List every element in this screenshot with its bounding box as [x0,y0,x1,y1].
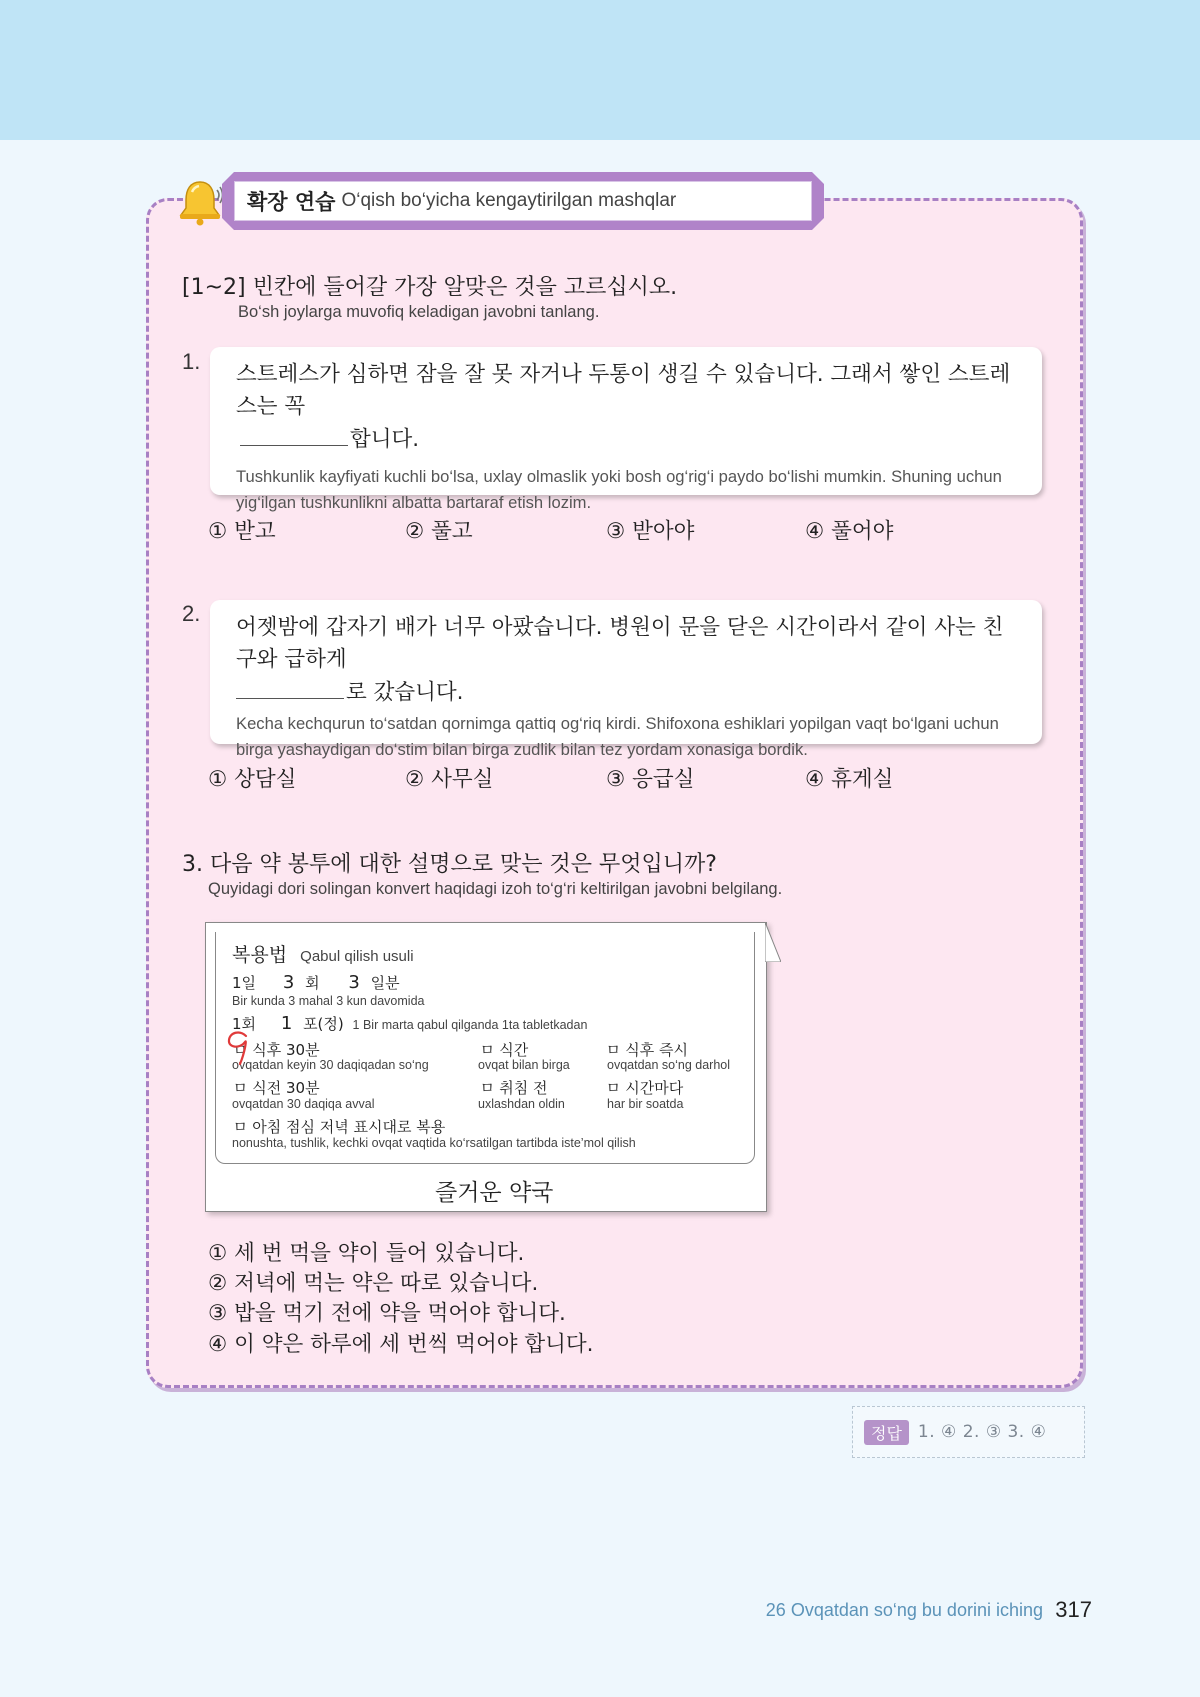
dose-unit: 포(정) [303,1015,344,1033]
q3-option-4[interactable]: ④ 이 약은 하루에 세 번씩 먹어야 합니다. [208,1332,594,1357]
pharmacy-name: 즐거운 약국 [435,1180,554,1206]
freq-times: 회 [305,974,320,992]
option-as-marked-uzbek: nonushta, tushlik, kechki ovqat vaqtida ko‘rsatilgan tartibda iste’mol qilish [232,1136,636,1150]
handwritten-check-mark [224,1028,260,1068]
page-number: 317 [1055,1597,1092,1622]
frequency-uzbek: Bir kunda 3 mahal 3 kun davomida [232,994,425,1008]
dose-once: 1회 [232,1015,257,1033]
q1-option-4[interactable]: ④ 풀어야 [805,519,894,544]
question-2-line1: 어젯밤에 갑자기 배가 너무 아팠습니다. 병원이 문을 닫은 시간이라서 같이 사는 친구와 급하게 [236,615,1004,672]
option-between-meals: ㅁ 식간 [480,1041,529,1059]
top-band [0,0,1200,140]
option-before-sleep-uzbek: uxlashdan oldin [478,1097,565,1111]
question-2-box [210,600,1042,759]
q2-option-4[interactable]: ④ 휴게실 [805,767,894,792]
option-right-after-meal: ㅁ 식후 즉시 [606,1041,688,1059]
option-before-sleep: ㅁ 취침 전 [480,1079,548,1097]
dose-uzbek: 1 Bir marta qabul qilganda 1ta tabletkadan [352,1018,588,1032]
question-3-korean: 3. 다음 약 봉투에 대한 설명으로 맞는 것은 무엇입니까? [182,852,717,877]
freq-days-num: 3 [348,972,360,993]
title-korean: 확장 연습 [247,190,336,214]
question-2-korean [236,612,1016,709]
dose-row [232,1013,587,1034]
q2-option-1[interactable]: ① 상담실 [208,767,297,792]
envelope-fold [765,922,781,962]
question-2-line2: 로 갔습니다. [346,680,464,705]
instruction-uzbek: Bo‘sh joylarga muvofiq keladigan javobni tanlang. [238,303,600,321]
q1-option-3[interactable]: ③ 받아야 [606,519,695,544]
option-between-meals-uzbek: ovqat bilan birga [478,1058,570,1072]
answer-blank [236,676,344,699]
question-3-uzbek: Quyidagi dori solingan konvert haqidagi izoh to‘g‘ri keltirilgan javobni belgilang. [208,880,783,898]
title-banner [234,181,812,221]
q3-option-3[interactable]: ③ 밥을 먹기 전에 약을 먹어야 합니다. [208,1301,566,1326]
option-every-hour-uzbek: har bir soatda [607,1097,684,1111]
freq-day: 1일 [232,974,257,992]
dose-num: 1 [280,1013,293,1034]
answer-blank [240,423,348,446]
question-1-box [210,347,1042,512]
method-row [232,940,414,967]
question-1-line1: 스트레스가 심하면 잠을 잘 못 자거나 두통이 생길 수 있습니다. 그래서 쌓인 스트레스는 꼭 [236,362,1011,419]
q2-option-2[interactable]: ② 사무실 [405,767,494,792]
q3-option-2[interactable]: ② 저녁에 먹는 약은 따로 있습니다. [208,1271,539,1296]
instruction-korean: [1~2] 빈칸에 들어갈 가장 알맞은 것을 고르십시오. [182,275,678,300]
option-after-meal-30-uzbek: ovqatdan keyin 30 daqiqadan so‘ng [232,1058,429,1072]
q1-option-2[interactable]: ② 풀고 [405,519,473,544]
option-as-marked: ㅁ 아침 점심 저녁 표시대로 복용 [233,1118,446,1136]
answer-key-label: 정답 [864,1420,909,1445]
freq-times-num: 3 [282,972,295,993]
answer-key-box [852,1406,1085,1458]
q3-option-1[interactable]: ① 세 번 먹을 약이 들어 있습니다. [208,1241,525,1266]
option-right-after-meal-uzbek: ovqatdan so‘ng darhol [607,1058,731,1072]
question-1-korean [236,359,1016,456]
question-2-uzbek: Kecha kechqurun to‘satdan qornimga qattiq og‘riq kirdi. Shifoxona eshiklari yopilgan vaqt bo‘lgani uchun birga yashaydigan do‘stim bilan birga zudlik bilan tez yordam xonasiga bordik. [236,714,999,759]
answer-key-text: 1. ④ 2. ③ 3. ④ [917,1422,1047,1442]
q2-option-3[interactable]: ③ 응급실 [606,767,695,792]
question-1-line2: 합니다. [350,427,420,452]
option-before-meal-30-uzbek: ovqatdan 30 daqiqa avval [232,1097,375,1111]
freq-days: 일분 [370,974,400,992]
title-uzbek: O‘qish bo‘yicha kengaytirilgan mashqlar [341,190,677,211]
question-1-number: 1. [182,349,201,374]
footer-chapter-title: 26 Ovqatdan so‘ng bu dorini iching [765,1600,1043,1620]
q1-option-1[interactable]: ① 받고 [208,519,276,544]
question-2-number: 2. [182,601,201,626]
method-korean: 복용법 [232,944,288,966]
option-every-hour: ㅁ 시간마다 [606,1079,684,1097]
option-before-meal-30: ㅁ 식전 30분 [233,1079,320,1097]
bell-icon [176,178,224,226]
question-1-uzbek: Tushkunlik kayfiyati kuchli bo‘lsa, uxlay olmaslik yoki bosh og‘rig‘i paydo bo‘lishi mumkin. Shuning uchun yig‘ilgan tushkunlikni albatta bartaraf etish lozim. [236,467,1002,512]
option-after-meal-30: ㅁ 식후 30분 [233,1041,320,1059]
method-uzbek: Qabul qilish usuli [300,948,414,965]
frequency-row [232,972,400,993]
